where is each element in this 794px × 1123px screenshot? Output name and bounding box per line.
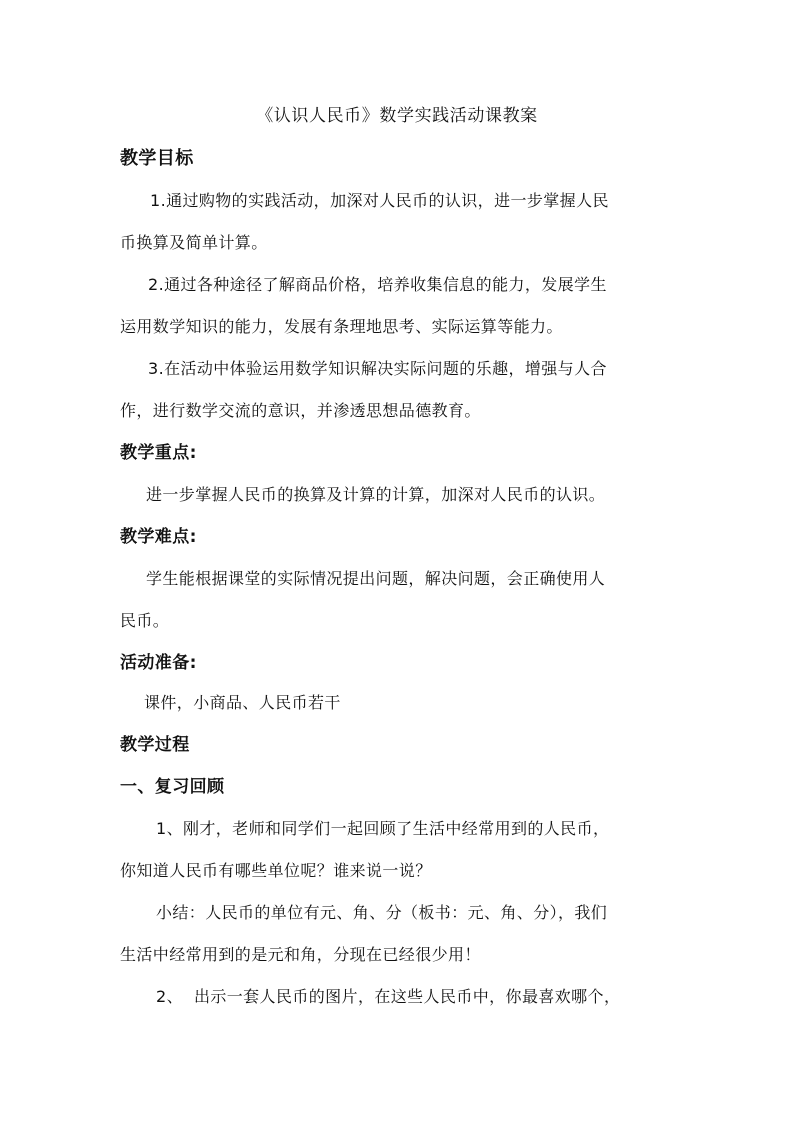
summary-line-2: 生活中经常用到的是元和角，分现在已经很少用！ (120, 945, 481, 964)
difficulty-line-2: 民币。 (120, 611, 170, 630)
review-1-line-2: 你知道人民币有哪些单位呢？谁来说一说？ (120, 861, 432, 880)
difficulty-line-1: 学生能根据课堂的实际情况提出问题，解决问题，会正确使用人 (146, 569, 606, 588)
preparation-heading: 活动准备: (120, 653, 197, 673)
goal-2-line-2: 运用数学知识的能力，发展有条理地思考、实际运算等能力。 (120, 317, 563, 336)
review-1-line-1: 1、刚才，老师和同学们一起回顾了生活中经常用到的人民币， (156, 819, 610, 838)
goal-1-line-1: 1.通过购物的实践活动，加深对人民币的认识，进一步掌握人民 (150, 191, 609, 210)
key-points-heading: 教学重点: (120, 443, 197, 463)
review-2-line-1: 2、 出示一套人民币的图片，在这些人民币中，你最喜欢哪个， (156, 987, 621, 1006)
preparation-text: 课件，小商品、人民币若干 (144, 693, 341, 712)
goal-3-line-1: 3.在活动中体验运用数学知识解决实际问题的乐趣，增强与人合 (148, 359, 607, 378)
goal-3-line-2: 作，进行数学交流的意识，并渗透思想品德教育。 (120, 401, 481, 420)
document-title: 《认识人民币》数学实践活动课教案 (256, 106, 538, 126)
process-heading: 教学过程 (120, 735, 190, 755)
difficulty-heading: 教学难点: (120, 527, 197, 547)
review-heading: 一、复习回顾 (120, 777, 225, 797)
summary-line-1: 小结：人民币的单位有元、角、分（板书：元、角、分），我们 (156, 903, 608, 922)
goal-2-line-1: 2.通过各种途径了解商品价格，培养收集信息的能力，发展学生 (148, 275, 607, 294)
goals-heading: 教学目标 (120, 148, 194, 169)
key-points-text: 进一步掌握人民币的换算及计算的计算，加深对人民币的认识。 (146, 485, 606, 504)
goal-1-line-2: 币换算及简单计算。 (120, 233, 268, 252)
